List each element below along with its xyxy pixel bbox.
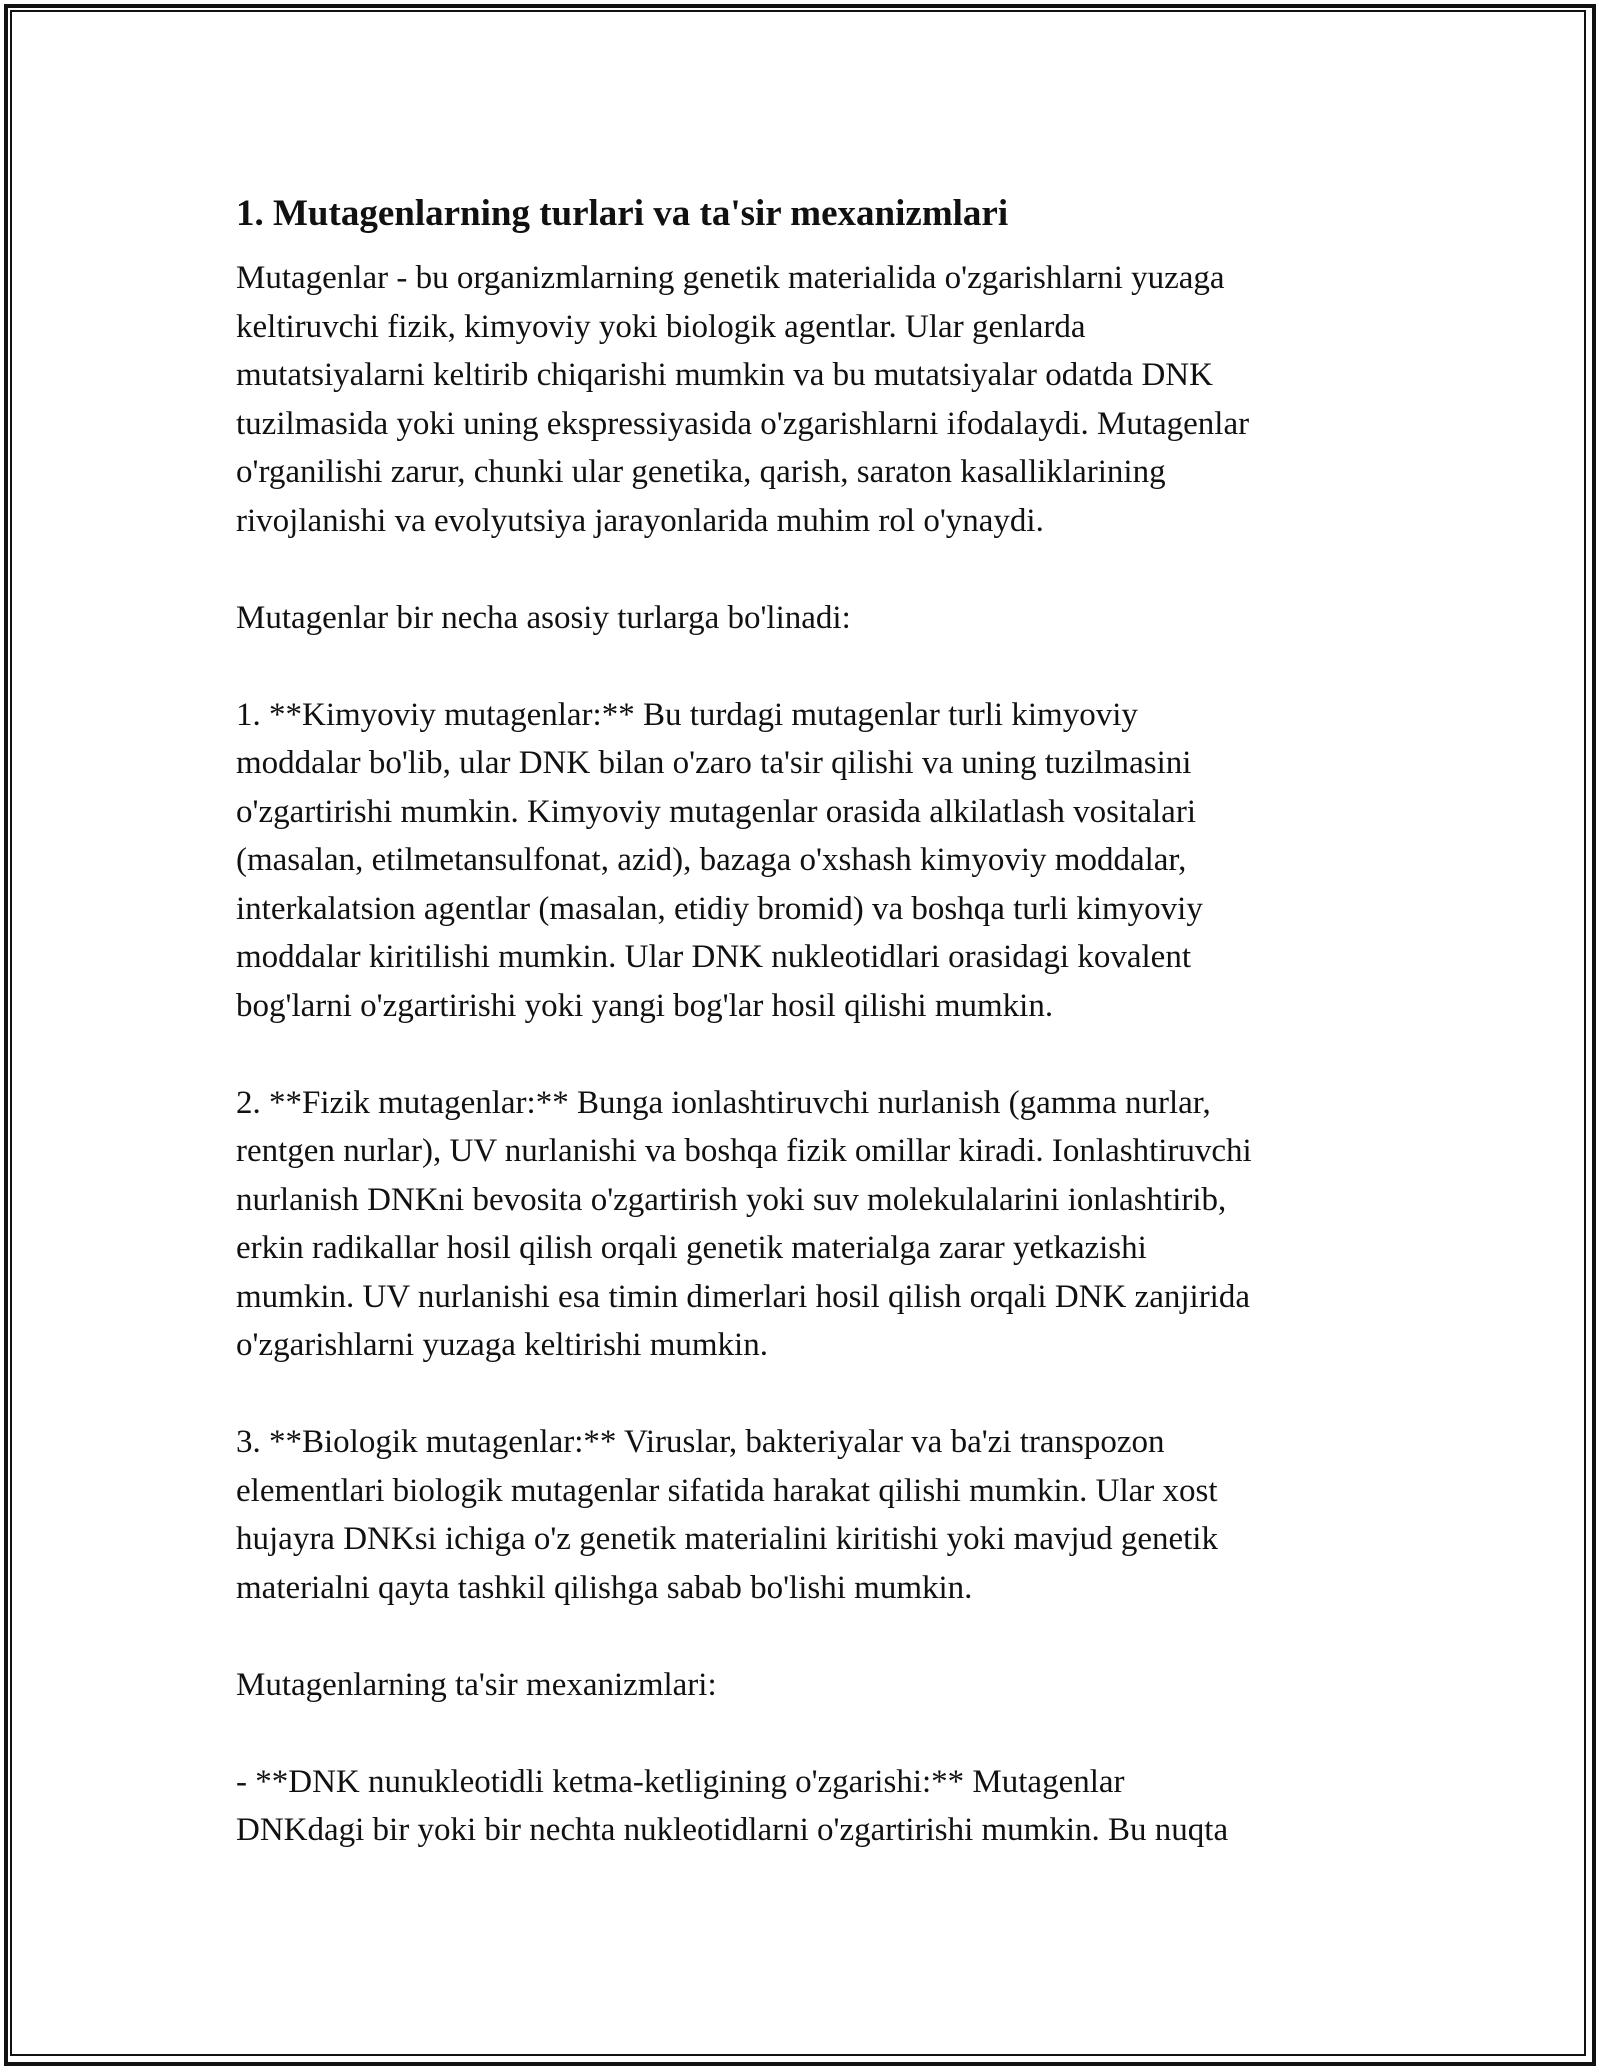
- text-line: 3. **Biologik mutagenlar:** Viruslar, bakteriyalar va ba'zi transpozon: [236, 1424, 1165, 1460]
- biological-mutagens-item: [236, 1418, 1370, 1612]
- text-line: Mutagenlar - bu organizmlarning genetik materialida o'zgarishlarni yuzaga: [236, 260, 1225, 296]
- text-line: interkalatsion agentlar (masalan, etidiy bromid) va boshqa turli kimyoviy: [236, 890, 1203, 927]
- text-line: rentgen nurlar), UV nurlanishi va boshqa fizik omillar kiradi. Ionlashtiruvchi: [236, 1133, 1252, 1169]
- text-line: o'rganilishi zarur, chunki ular genetika, qarish, saraton kasalliklarining: [236, 454, 1166, 490]
- text-line: moddalar bo'lib, ular DNK bilan o'zaro ta'sir qilishi va uning tuzilmasini: [236, 745, 1192, 781]
- text-line: erkin radikallar hosil qilish orqali genetik materialga zarar yetkazishi: [236, 1230, 1147, 1266]
- text-line: (masalan, etilmetansulfonat, azid), bazaga o'xshash kimyoviy moddalar,: [236, 842, 1187, 878]
- text-line: moddalar kiritilishi mumkin. Ular DNK nukleotidlari orasidagi kovalent: [236, 939, 1191, 975]
- text-line: tuzilmasida yoki uning ekspressiyasida o'zgarishlarni ifodalaydi. Mutagenlar: [236, 405, 1250, 442]
- text-line: Mutagenlar bir necha asosiy turlarga bo'linadi:: [236, 599, 851, 636]
- text-line: rivojlanishi va evolyutsiya jarayonlarida muhim rol o'ynaydi.: [236, 502, 1044, 539]
- chemical-mutagens-item: [236, 691, 1370, 1031]
- text-line: bog'larni o'zgartirishi yoki yangi bog'lar hosil qilishi mumkin.: [236, 987, 1054, 1024]
- intro-paragraph: [236, 254, 1370, 545]
- physical-mutagens-item: [236, 1079, 1370, 1370]
- text-line: o'zgartirishi mumkin. Kimyoviy mutagenlar orasida alkilatlash vositalari: [236, 793, 1196, 830]
- text-line: elementlari biologik mutagenlar sifatida harakat qilishi mumkin. Ular xost: [236, 1472, 1218, 1509]
- text-blocks: [236, 254, 1370, 1855]
- text-line: nurlanish DNKni bevosita o'zgartirish yoki suv molekulalarini ionlashtirib,: [236, 1181, 1227, 1218]
- text-line: keltiruvchi fizik, kimyoviy yoki biologik agentlar. Ular genlarda: [236, 308, 1086, 345]
- text-line: mutatsiyalarni keltirib chiqarishi mumkin va bu mutatsiyalar odatda DNK: [236, 357, 1213, 393]
- types-intro: [236, 594, 1370, 643]
- nucleotide-change-item: [236, 1758, 1370, 1855]
- text-line: - **DNK nunukleotidli ketma-ketligining o'zgarishi:** Mutagenlar: [236, 1763, 1125, 1800]
- text-line: 2. **Fizik mutagenlar:** Bunga ionlashtiruvchi nurlanish (gamma nurlar,: [236, 1084, 1211, 1121]
- text-line: 1. **Kimyoviy mutagenlar:** Bu turdagi mutagenlar turli kimyoviy: [236, 696, 1138, 733]
- section-heading: 1. Mutagenlarning turlari va ta'sir mexanizmlari: [236, 193, 1009, 234]
- text-line: materialni qayta tashkil qilishga sabab bo'lishi mumkin.: [236, 1569, 973, 1606]
- document-body: [236, 186, 1370, 1855]
- text-line: mumkin. UV nurlanishi esa timin dimerlari hosil qilish orqali DNK zanjirida: [236, 1278, 1250, 1315]
- mechanisms-intro: [236, 1661, 1370, 1710]
- text-line: Mutagenlarning ta'sir mexanizmlari:: [236, 1666, 717, 1703]
- text-line: DNKdagi bir yoki bir nechta nukleotidlarni o'zgartirishi mumkin. Bu nuqta: [236, 1812, 1229, 1848]
- text-line: hujayra DNKsi ichiga o'z genetik materialini kiritishi yoki mavjud genetik: [236, 1521, 1218, 1557]
- text-line: o'zgarishlarni yuzaga keltirishi mumkin.: [236, 1327, 768, 1363]
